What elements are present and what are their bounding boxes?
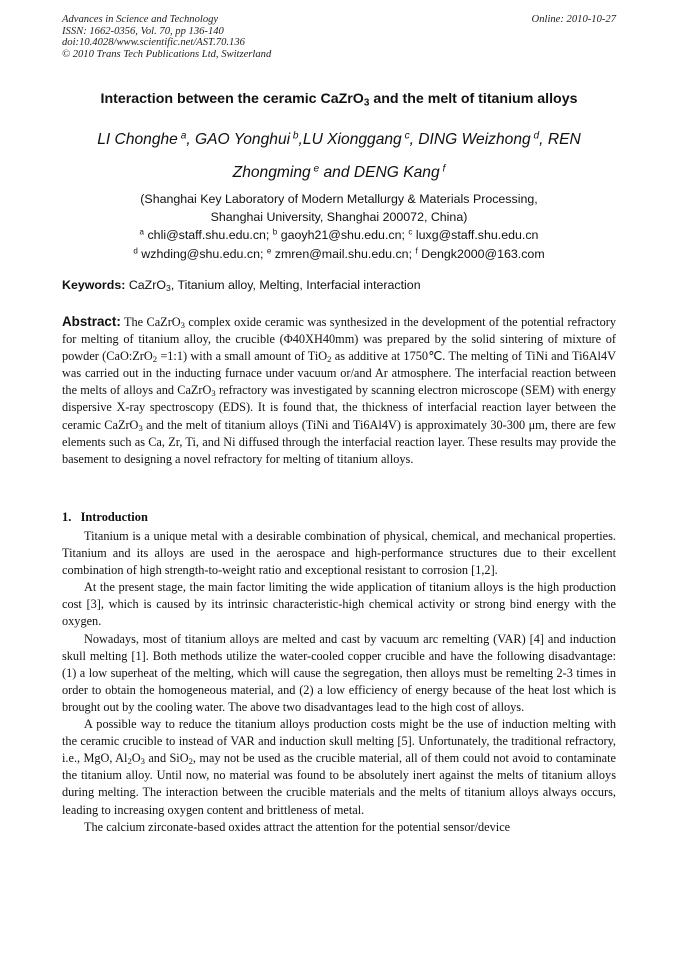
body-paragraph: Nowadays, most of titanium alloys are melted and cast by vacuum arc remelting (VAR) [4] and induction skull melting [1]. Both methods utilize the water-cooled copper crucible and have the following disadvantage: (1) a low superheat of the melting, which will cause the segregation, then alloys must be remelting 2-3 times in order to obtain the homogeneous material, and (2) a low efficiency of energy because of the heat lost which is brought out by the cooling water. The above two disadvantages lead to the high cost of alloys.	[62, 631, 616, 714]
copyright-line: © 2010 Trans Tech Publications Ltd, Switzerland	[62, 48, 272, 60]
abstract-paragraph	[62, 313, 616, 468]
author-affil-mark: a	[180, 130, 187, 142]
title-subscript: 3	[363, 97, 370, 109]
author: GAO Yonghui	[195, 131, 291, 148]
subscript: 3	[138, 422, 143, 433]
subscript: 2	[327, 354, 332, 365]
abstract-text: =1:1) with a small amount of TiO	[157, 349, 328, 364]
body-paragraph: Titanium is a unique metal with a desirable combination of physical, chemical, and mechanical properties. Titanium and its alloys are used in the aerospace and high-performance structures due to their excellent combination of high strength-to-weight ratio and exceptional resistant to corrosion [1,2].	[62, 529, 616, 578]
email-mark: d	[133, 246, 138, 256]
subscript: 3	[180, 320, 185, 331]
email-mark: c	[408, 227, 413, 237]
author: DENG Kang	[353, 164, 440, 181]
keywords-label: Keywords:	[62, 278, 126, 292]
subscript: 2	[127, 756, 132, 767]
doi-line[interactable]: doi:10.4028/www.scientific.net/AST.70.136	[62, 37, 245, 48]
journal-header	[62, 14, 271, 60]
author-affil-mark: d	[533, 130, 540, 142]
title-part: and the melt of titanium alloys	[369, 91, 578, 107]
keyword-subscript: 3	[166, 283, 171, 294]
email-address[interactable]: luxg@staff.shu.edu.cn	[415, 228, 539, 243]
email-address[interactable]: zmren@mail.shu.edu.cn;	[274, 246, 416, 261]
body-text: O	[131, 751, 141, 766]
email-line	[60, 226, 618, 244]
email-mark: e	[266, 246, 272, 256]
author-affil-mark: c	[404, 130, 410, 142]
author-affil-mark: b	[292, 130, 299, 142]
email-mark: f	[415, 246, 418, 256]
email-line	[60, 245, 618, 263]
body-text: , may not be used as the crucible material, all of them could not avoid to contaminate the titanium alloy. Until now, no material was found to be absolutely inert against the melts of titanium alloys during melting. The interaction between the crucible materials and the melts of titanium alloys always occurs, leading to increasing oxygen content and brittleness of metal.	[62, 751, 617, 817]
subscript: 2	[152, 354, 158, 365]
email-mark: b	[272, 227, 278, 237]
section-heading	[62, 510, 148, 525]
author-separator: ,	[298, 131, 303, 148]
body-paragraph	[62, 716, 616, 819]
paper-title	[0, 91, 678, 107]
abstract-text: complex oxide ceramic was synthesized in the development of the potential refractory for melting of titanium alloy, the crucible (Φ40XH40mm) was prepared by the solid sintering of mixture of powder (CaO:ZrO	[62, 315, 616, 364]
body-text: and SiO	[144, 751, 189, 766]
email-mark: a	[139, 227, 145, 237]
section-number: 1.	[62, 510, 72, 524]
subscript: 3	[140, 756, 145, 767]
introduction-body	[62, 528, 616, 836]
abstract-text: The CaZrO	[120, 315, 181, 329]
abstract-text: as additive at 1750℃. The melting of TiNi and Ti6Al4V was carried out in the inducting furnace under vacuum or/and Ar atmosphere. The interfacial reaction between the melts of alloys and CaZrO	[62, 349, 616, 398]
author-affil-mark: f	[442, 163, 446, 175]
subscript: 3	[211, 388, 216, 399]
journal-name: Advances in Science and Technology	[62, 14, 219, 25]
author: REN Zhongming	[232, 131, 581, 181]
abstract-label: Abstract:	[62, 314, 121, 329]
author: LI Chonghe	[97, 131, 178, 148]
author-separator: ,	[409, 131, 419, 148]
author-separator: and	[319, 164, 354, 181]
author: DING Weizhong	[418, 131, 531, 148]
email-address[interactable]: chli@staff.shu.edu.cn;	[147, 228, 273, 243]
subscript: 2	[188, 756, 193, 767]
affiliation-line: Shanghai University, Shanghai 200072, China)	[210, 210, 468, 225]
email-address[interactable]: Dengk2000@163.com	[421, 246, 545, 261]
body-text: A possible way to reduce the titanium alloys production costs might be the use of induction melting with the ceramic crucible to instead of VAR and induction skull melting [5]. Unfortunately, the traditional refractory, i.e., MgO, Al	[62, 717, 616, 766]
keyword-list: , Titanium alloy, Melting, Interfacial interaction	[170, 278, 421, 292]
abstract-text: and the melt of titanium alloys (TiNi and Ti6Al4V) is approximately 30-300 μm, there are few elements such as Ca, Zr, Ti, and Ni diffused through the interfacial reaction layer. These results may provide the basement to designing a novel refractory for melting of titanium alloys.	[62, 417, 616, 466]
keyword: CaZrO	[128, 278, 166, 292]
section-title: Introduction	[80, 510, 148, 524]
issn-line: ISSN: 1662-0356, Vol. 70, pp 136-140	[62, 25, 224, 37]
affiliation-block	[60, 190, 618, 263]
title-part: Interaction between the ceramic CaZrO	[100, 91, 364, 107]
body-paragraph: At the present stage, the main factor limiting the wide application of titanium alloys is the high production cost [3], which is caused by its intrinsic characteristic-high chemical activity or strong bind energy with the oxygen.	[62, 580, 616, 629]
affiliation-line: (Shanghai Key Laboratory of Modern Metallurgy & Materials Processing,	[140, 192, 538, 206]
abstract-text: refractory was investigated by scanning electron microscope (SEM) with energy dispersive X-ray spectroscopy (EDS). It is found that, the thickness of interfacial reaction layer between the ceramic CaZrO	[62, 383, 616, 432]
online-date: Online: 2010-10-27	[531, 14, 616, 25]
email-address[interactable]: gaoyh21@shu.edu.cn;	[280, 228, 409, 243]
keywords-line	[62, 278, 618, 292]
email-address[interactable]: wzhding@shu.edu.cn;	[141, 246, 267, 261]
author: LU Xionggang	[302, 131, 402, 148]
body-paragraph: The calcium zirconate-based oxides attract the attention for the potential sensor/device	[84, 819, 511, 834]
author-affil-mark: e	[313, 163, 320, 175]
author-separator: ,	[539, 131, 548, 148]
author-separator: ,	[186, 131, 195, 148]
author-list	[60, 123, 618, 189]
